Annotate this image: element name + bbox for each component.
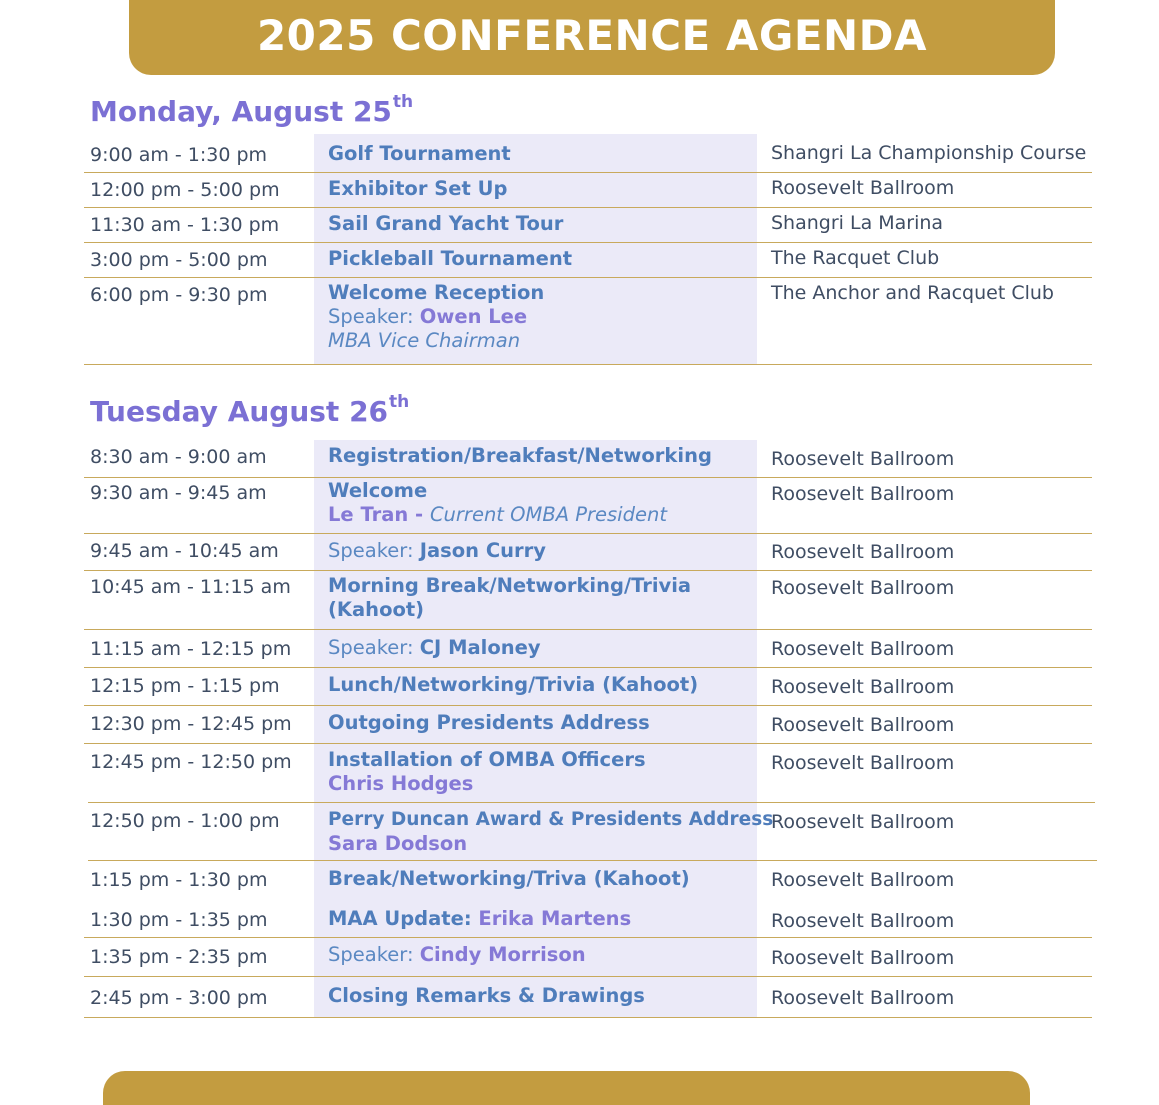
- row-time: 11:30 am - 1:30 pm: [90, 214, 280, 236]
- row-time: 1:30 pm - 1:35 pm: [90, 909, 268, 931]
- event-title: Morning Break/Networking/Trivia: [328, 574, 692, 597]
- row-divider: [84, 1017, 1092, 1018]
- agenda-row: [0, 208, 1159, 243]
- person-name: Le Tran -: [328, 503, 430, 526]
- row-time: 9:30 am - 9:45 am: [90, 482, 267, 504]
- row-time: 3:00 pm - 5:00 pm: [90, 249, 268, 271]
- event-title: Exhibitor Set Up: [328, 177, 508, 200]
- row-event: [328, 574, 753, 622]
- event-person-line: [328, 503, 753, 527]
- agenda-row: [0, 861, 1159, 899]
- agenda-row: [0, 571, 1159, 630]
- row-location: Roosevelt Ballroom: [771, 869, 955, 891]
- row-event: [328, 748, 753, 796]
- agenda-row: [0, 899, 1159, 938]
- event-title: MAA Update:: [328, 907, 479, 930]
- event-title: Outgoing Presidents Address: [328, 711, 650, 734]
- speaker-name: CJ Maloney: [419, 636, 541, 659]
- row-time: 1:15 pm - 1:30 pm: [90, 869, 268, 891]
- row-location: Roosevelt Ballroom: [771, 638, 955, 660]
- monday-heading-sup: th: [392, 92, 414, 112]
- row-location: Roosevelt Ballroom: [771, 448, 955, 470]
- row-event: [328, 636, 753, 660]
- event-title-line2: (Kahoot): [328, 598, 425, 621]
- agenda-row: [0, 173, 1159, 208]
- agenda-row: [0, 243, 1159, 278]
- row-event: [328, 984, 753, 1008]
- tuesday-heading: [90, 392, 409, 428]
- event-title: Lunch/Networking/Trivia (Kahoot): [328, 673, 699, 696]
- row-time: 12:45 pm - 12:50 pm: [90, 751, 292, 773]
- event-title: Break/Networking/Triva (Kahoot): [328, 867, 690, 890]
- agenda-row: [0, 134, 1159, 173]
- row-time: 9:00 am - 1:30 pm: [90, 144, 268, 166]
- row-location: Roosevelt Ballroom: [771, 811, 955, 833]
- event-title: Welcome Reception: [328, 281, 545, 304]
- row-location: Roosevelt Ballroom: [771, 541, 955, 563]
- agenda-row: [0, 630, 1159, 668]
- row-event: [328, 711, 753, 735]
- row-location: Roosevelt Ballroom: [771, 752, 955, 774]
- event-title: Pickleball Tournament: [328, 247, 573, 270]
- speaker-role: MBA Vice Chairman: [328, 329, 521, 352]
- row-event: [328, 808, 774, 856]
- event-title: Installation of OMBA Officers: [328, 748, 646, 771]
- row-event: [328, 281, 753, 353]
- row-time: 10:45 am - 11:15 am: [90, 576, 291, 598]
- event-title: Sail Grand Yacht Tour: [328, 212, 564, 235]
- agenda-row: [0, 938, 1159, 977]
- event-title: Golf Tournament: [328, 142, 511, 165]
- agenda-row: [0, 803, 1159, 861]
- speaker-label: Speaker:: [328, 943, 420, 966]
- row-location: Roosevelt Ballroom: [771, 910, 955, 932]
- event-speaker-line: [328, 305, 753, 329]
- page-title: 2025 CONFERENCE AGENDA: [256, 11, 928, 60]
- person-name: Chris Hodges: [328, 772, 474, 795]
- agenda-row: [0, 534, 1159, 571]
- agenda-row: [0, 440, 1159, 478]
- row-location: Roosevelt Ballroom: [771, 714, 955, 736]
- row-event: [328, 177, 753, 201]
- row-event: [328, 444, 753, 468]
- speaker-name: Jason Curry: [419, 539, 546, 562]
- row-time: 12:50 pm - 1:00 pm: [90, 810, 280, 832]
- row-event: [328, 212, 753, 236]
- row-event: [328, 247, 753, 271]
- event-title: Registration/Breakfast/Networking: [328, 444, 712, 467]
- row-divider: [84, 364, 1092, 365]
- tuesday-heading-sup: th: [389, 392, 410, 412]
- row-event: [328, 479, 753, 527]
- person-name: Sara Dodson: [328, 832, 468, 855]
- row-event: [328, 539, 753, 563]
- row-location: Roosevelt Ballroom: [771, 577, 955, 599]
- agenda-row: [0, 977, 1159, 1018]
- row-time: 8:30 am - 9:00 am: [90, 446, 267, 468]
- row-location: The Anchor and Racquet Club: [771, 282, 1054, 304]
- tuesday-heading-text: Tuesday August 26: [90, 395, 389, 428]
- row-time: 11:15 am - 12:15 pm: [90, 638, 292, 660]
- speaker-name: Cindy Morrison: [419, 943, 586, 966]
- agenda-row: [0, 278, 1159, 365]
- event-title: Closing Remarks & Drawings: [328, 984, 645, 1007]
- row-event: [328, 673, 753, 697]
- speaker-label: Speaker:: [328, 636, 420, 659]
- row-location: Shangri La Championship Course: [771, 142, 1087, 164]
- event-title: Welcome: [328, 479, 428, 502]
- row-location: Roosevelt Ballroom: [771, 177, 955, 199]
- agenda-row: [0, 478, 1159, 534]
- agenda-row: [0, 668, 1159, 706]
- row-location: Shangri La Marina: [771, 212, 944, 234]
- row-time: 9:45 am - 10:45 am: [90, 540, 279, 562]
- row-time: 1:35 pm - 2:35 pm: [90, 946, 268, 968]
- row-location: Roosevelt Ballroom: [771, 483, 955, 505]
- row-location: Roosevelt Ballroom: [771, 987, 955, 1009]
- monday-heading-text: Monday, August 25: [90, 95, 392, 128]
- row-time: 12:15 pm - 1:15 pm: [90, 675, 280, 697]
- row-event: [328, 142, 753, 166]
- agenda-row: [0, 744, 1159, 803]
- footer-banner: [103, 1071, 1030, 1105]
- person-role: Current OMBA President: [429, 503, 667, 526]
- row-time: 12:00 pm - 5:00 pm: [90, 179, 280, 201]
- row-time: 2:45 pm - 3:00 pm: [90, 987, 268, 1009]
- header-banner: [129, 0, 1055, 75]
- row-event: [328, 907, 753, 931]
- speaker-label: Speaker:: [328, 305, 420, 328]
- agenda-row: [0, 706, 1159, 744]
- row-event: [328, 943, 753, 967]
- row-location: Roosevelt Ballroom: [771, 947, 955, 969]
- row-location: Roosevelt Ballroom: [771, 676, 955, 698]
- row-event: [328, 867, 753, 891]
- row-location: The Racquet Club: [771, 247, 940, 269]
- event-title: Perry Duncan Award & Presidents Address: [328, 809, 774, 830]
- speaker-name: Owen Lee: [419, 305, 528, 328]
- row-time: 12:30 pm - 12:45 pm: [90, 713, 292, 735]
- monday-heading: [90, 92, 413, 128]
- person-name: Erika Martens: [478, 907, 632, 930]
- speaker-label: Speaker:: [328, 539, 420, 562]
- row-time: 6:00 pm - 9:30 pm: [90, 284, 268, 306]
